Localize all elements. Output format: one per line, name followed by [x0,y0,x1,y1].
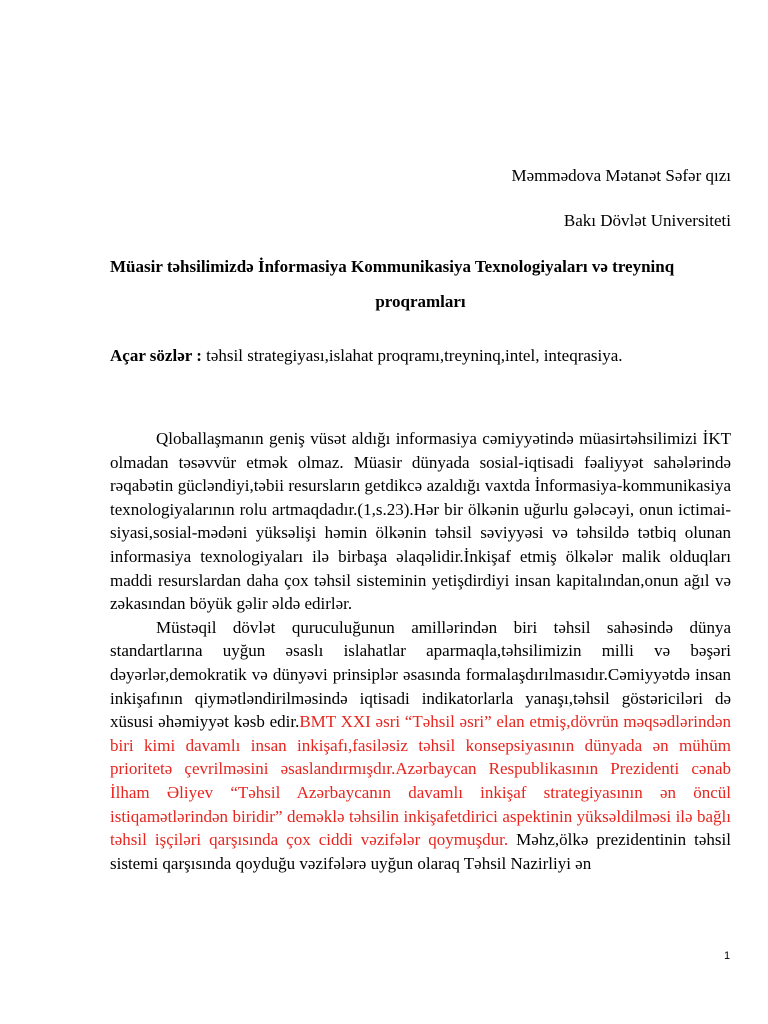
body-text [110,427,731,875]
keywords [110,344,731,368]
author-name: Məmmədova Mətanət Səfər qızı [511,166,731,185]
paragraph-1: Qloballaşmanın geniş vüsət aldığı informasiya cəmiyyətində müasirtəhsilimizi İKT olmadan təsəvvür etmək olmaz. Müasir dünyada sosial-iqtisadi fəaliyyət sahələrində rəqabətin gücləndiyi,təbii resursların getdikcə azaldığı vaxtda İnformasiya-kommunikasiya texnologiyalarının rolu artmaqdadır.(1,s.23).Hər bir ölkənin uğurlu gələcəyi, onun ictimai-siyasi,sosial-mədəni yüksəlişi həmin ölkənin təhsil səviyyəsi və təhsildə tətbiq olunan informasiya texnologiyaları ilə birbaşa əlaqəlidir.İnkişaf etmiş ölkələr malik olduqları maddi resurslardan daha çox təhsil sisteminin yetişdirdiyi insan kapitalından,onun ağıl və zəkasından böyük gəlir əldə edirlər. [110,429,731,614]
article-title [110,255,731,313]
keywords-label: Açar sözlər : [110,346,202,365]
paragraph-2-continuation: Məhz,ölkə prezidentinin təhsil sistemi qarşısında qoyduğu vəzifələrə uyğun olaraq Təhsil Nazirliyi ən [110,830,731,873]
paragraph-2-text: Müstəqil dövlət quruculuğunun amillərindən biri təhsil sahəsində dünya standartlarına uyğun əsaslı islahatlar aparmaqla,təhsilimizin milli və bəşəri dəyərlər,demokratik və dünyəvi prinsiplər əsasında formalaşdırılmasıdır.Cəmiyyətdə insan inkişafının qiymətləndirilməsində iqtisadi indikatorlarla yanaşı,təhsil göstəriciləri də xüsusi əhəmiyyət kəsb edir. [110,617,731,732]
page-number: 1 [724,950,731,962]
keywords-text: təhsil strategiyası,islahat proqramı,treyninq,intel, inteqrasiya. [201,346,623,365]
title-line-1: Müasir təhsilimizdə İnformasiya Kommunikasiya Texnologiyaları və treyninq [110,257,675,276]
title-line-2: proqramları [375,291,466,311]
paragraph-2 [110,616,731,876]
university-name: Bakı Dövlət Universiteti [563,211,731,230]
highlighted-text: BMT XXI əsri “Təhsil əsri” elan etmiş,dövrün məqsədlərindən biri kimi davamlı insan inkişafı,fasiləsiz təhsil konsepsiyasının dünyada ən mühüm prioritetə çevrilməsini əsaslandırmışdır.Azərbaycan Respublikasının Prezidenti cənab İlham Əliyev “Təhsil Azərbaycanın davamlı inkişaf strategiyasının ən öncül istiqamətlərindən biridir” deməklə təhsilin inkişafetdirici aspektinin yüksəldilməsi ilə bağlı təhsil işçiləri qarşısında çox ciddi vəzifələr qoymuşdur. [110,712,732,850]
